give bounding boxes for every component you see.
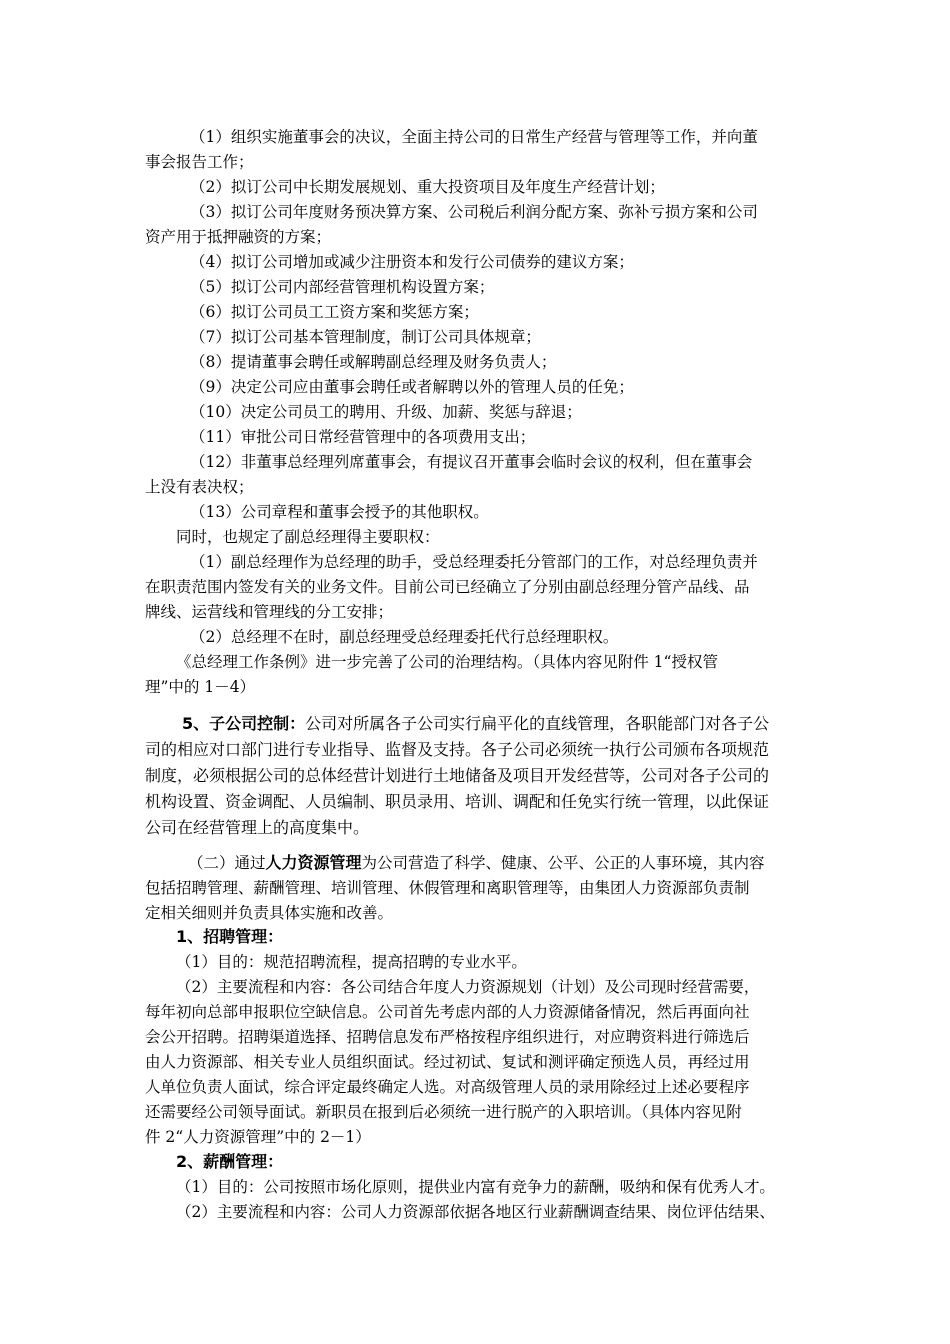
paragraph-line: 理”中的 1－4） [145,678,256,696]
paragraph-line: 制度，必须根据公司的总体经营计划进行土地储备及项目开发经营等，公司对各子公司的 [145,766,770,785]
paragraph-line: （2）拟订公司中长期发展规划、重大投资项目及年度生产经营计划； [190,178,665,196]
paragraph-line: 司的相应对口部门进行专业指导、监督及支持。各子公司必须统一执行公司颁布各项规范 [145,740,770,759]
emphasis-text: 人力资源管理 [265,853,362,872]
paragraph-line: （5）拟订公司内部经营管理机构设置方案； [190,278,495,296]
paragraph-line: 包括招聘管理、薪酬管理、培训管理、休假管理和离职管理等，由集团人力资源部负责制 [145,879,750,897]
paragraph-line: 在职责范围内签发有关的业务文件。目前公司已经确立了分别由副总经理分管产品线、品 [145,578,750,596]
paragraph-line: （12）非董事总经理列席董事会，有提议召开董事会临时会议的权利，但在董事会 [190,453,753,471]
paragraph-line: （2）总经理不在时，副总经理受总经理委托代行总经理职权。 [190,628,619,646]
paragraph-line: （4）拟订公司增加或减少注册资本和发行公司债券的建议方案； [190,253,634,271]
paragraph-line: （2）主要流程和内容：各公司结合年度人力资源规划（计划）及公司现时经营需要， [176,978,760,996]
paragraph-line: （10）决定公司员工的聘用、升级、加薪、奖惩与辞退； [190,403,582,421]
paragraph-text: （二）通过 [188,854,266,872]
paragraph-line: 由人力资源部、相关专业人员组织面试。经过初试、复试和测评确定预选人员，再经过用 [145,1053,750,1071]
paragraph-line: 每年初向总部申报职位空缺信息。公司首先考虑内部的人力资源储备情况，然后再面向社 [145,1003,750,1021]
paragraph-line: 公司在经营管理上的高度集中。 [145,818,370,837]
paragraph-line: 《总经理工作条例》进一步完善了公司的治理结构。（具体内容见附件 1“授权管 [176,653,718,671]
paragraph-line: （1）目的：公司按照市场化原则，提供业内富有竞争力的薪酬，吸纳和保有优秀人才。 [176,1178,775,1196]
paragraph-line: （1）组织实施董事会的决议，全面主持公司的日常生产经营与管理等工作，并向董 [190,128,758,146]
section-heading: 1、招聘管理： [176,927,284,946]
paragraph-line: （6）拟订公司员工工资方案和奖惩方案； [190,303,479,321]
paragraph-line: 同时，也规定了副总经理得主要职权： [176,528,440,546]
section-heading: 2、薪酬管理： [176,1152,284,1171]
paragraph-line: 会公开招聘。招聘渠道选择、招聘信息发布严格按程序组织进行，对应聘资料进行筛选后 [145,1028,750,1046]
section-heading: 5、子公司控制： [182,714,306,733]
paragraph-line: （8）提请董事会聘任或解聘副总经理及财务负责人； [190,353,557,371]
paragraph-line: （1）副总经理作为总经理的助手，受总经理委托分管部门的工作，对总经理负责并 [190,553,758,571]
paragraph-line: （2）主要流程和内容：公司人力资源部依据各地区行业薪酬调查结果、岗位评估结果、 [176,1203,775,1221]
paragraph-line: 资产用于抵押融资的方案； [145,228,332,246]
paragraph-line: 件 2“人力资源管理”中的 2－1） [145,1128,371,1146]
paragraph-line: （13）公司章程和董事会授予的其他职权。 [190,503,489,521]
paragraph-line: 机构设置、资金调配、人员编制、职员录用、培训、调配和任免实行统一管理，以此保证 [145,792,770,811]
paragraph-line: （11）审批公司日常经营管理中的各项费用支出； [190,428,536,446]
paragraph-text: 公司对所属各子公司实行扁平化的直线管理，各职能部门对各子公 [305,714,770,733]
paragraph-line: （1）目的：规范招聘流程，提高招聘的专业水平。 [176,953,527,971]
paragraph-line: 事会报告工作； [145,153,254,171]
paragraph-line: 上没有表决权； [145,478,254,496]
paragraph-line [188,851,765,875]
paragraph-line: 牌线、运营线和管理线的分工安排； [145,603,394,621]
paragraph-line: 人单位负责人面试，综合评定最终确定人选。对高级管理人员的录用除经过上述必要程序 [145,1078,750,1096]
paragraph-line [182,711,769,737]
paragraph-line: 定相关细则并负责具体实施和改善。 [145,904,394,922]
paragraph-text: 为公司营造了科学、健康、公平、公正的人事环境，其内容 [361,854,765,872]
paragraph-line: 还需要经公司领导面试。新职员在报到后必须统一进行脱产的入职培训。（具体内容见附 [145,1103,742,1121]
paragraph-line: （3）拟订公司年度财务预决算方案、公司税后利润分配方案、弥补亏损方案和公司 [190,203,758,221]
paragraph-line: （9）决定公司应由董事会聘任或者解聘以外的管理人员的任免； [190,378,634,396]
paragraph-line: （7）拟订公司基本管理制度，制订公司具体规章； [190,328,541,346]
